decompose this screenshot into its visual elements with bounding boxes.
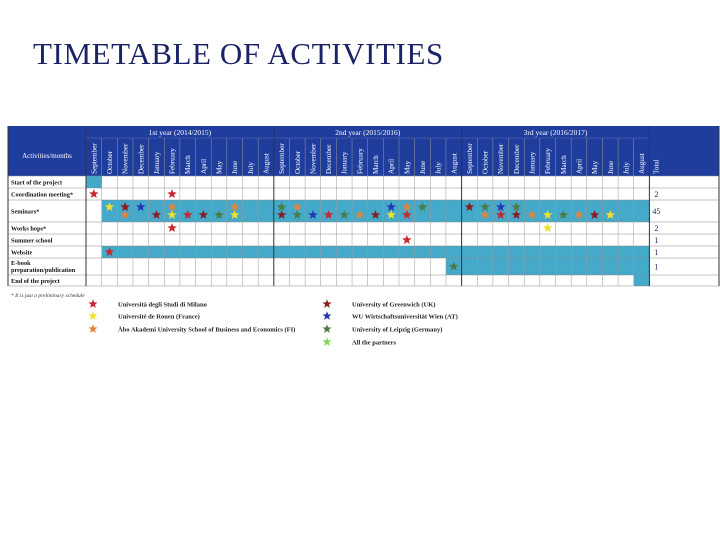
row-fill-cell <box>462 258 478 275</box>
row-fill-cell <box>321 246 337 258</box>
legend-star-icon <box>322 299 331 308</box>
row-fill-cell <box>227 246 243 258</box>
row-fill-cell <box>274 246 290 258</box>
row-total: 2 <box>654 190 659 199</box>
month-label: February <box>168 148 177 174</box>
month-label: September <box>465 143 474 174</box>
legend-label: University of Greenwich (UK) <box>352 301 436 309</box>
month-label: November <box>497 143 506 174</box>
page-title: TIMETABLE OF ACTIVITIES <box>33 36 444 71</box>
total-label: Total <box>652 159 661 174</box>
month-label: August <box>450 153 459 174</box>
row-label: Website <box>11 249 33 257</box>
row-fill-cell <box>180 246 196 258</box>
activities-header-label: Activities/months <box>22 152 72 160</box>
month-label: March <box>184 155 193 174</box>
row-fill-cell <box>587 258 603 275</box>
row-label: preparation/publication <box>11 267 76 274</box>
row-label: Summer school <box>11 237 53 245</box>
month-label: March <box>559 155 568 174</box>
month-label: February <box>544 148 553 174</box>
month-label: June <box>231 160 240 174</box>
row-fill-cell <box>164 246 180 258</box>
row-fill-cell <box>352 246 368 258</box>
month-label: May <box>403 160 412 174</box>
row-total: 1 <box>654 248 659 257</box>
month-label: November <box>121 143 130 174</box>
row-fill-cell <box>618 246 634 258</box>
legend-star-icon <box>88 311 97 320</box>
row-fill-cell <box>462 246 478 258</box>
row-fill-cell <box>618 258 634 275</box>
month-label: October <box>105 150 114 174</box>
legend-star-icon <box>322 311 331 320</box>
row-fill-cell <box>383 246 399 258</box>
row-fill-cell <box>602 246 618 258</box>
row-total: 1 <box>654 236 659 245</box>
row-fill-cell <box>446 246 462 258</box>
row-fill-cell <box>524 246 540 258</box>
month-label: November <box>309 143 318 174</box>
month-label: August <box>638 153 647 174</box>
legend-label: All the partners <box>352 339 397 347</box>
row-fill-cell <box>430 246 446 258</box>
row-fill-cell <box>289 246 305 258</box>
month-label: December <box>325 144 334 174</box>
row-fill-cell <box>133 246 149 258</box>
row-fill-cell <box>618 200 634 222</box>
month-label: May <box>215 160 224 174</box>
row-label: Seminars* <box>11 208 40 216</box>
month-label: May <box>591 160 600 174</box>
year-label: 1st year (2014/2015) <box>148 128 212 137</box>
row-fill-cell <box>634 246 650 258</box>
legend-label: Åbo Akademi University School of Business and Economics (FI) <box>118 326 296 334</box>
month-label: December <box>512 144 521 174</box>
row-fill-cell <box>243 246 259 258</box>
row-total: 45 <box>652 207 661 216</box>
month-label: January <box>340 151 349 174</box>
year-label: 2nd year (2015/2016) <box>335 128 401 137</box>
row-fill-cell <box>571 246 587 258</box>
row-fill-cell <box>602 258 618 275</box>
month-label: October <box>293 150 302 174</box>
year-label: 3rd year (2016/2017) <box>523 128 588 137</box>
footnote: * It is just a preliminary schedule <box>11 293 85 299</box>
month-label: September <box>90 143 99 174</box>
row-label: Works hops* <box>11 225 47 233</box>
legend-label: Università degli Studi di Milano <box>118 301 207 309</box>
row-total: 1 <box>654 262 659 272</box>
month-label: July <box>246 162 255 174</box>
month-label: April <box>387 158 396 174</box>
row-fill-cell <box>446 200 462 222</box>
row-label: End of the project <box>11 278 60 285</box>
month-label: July <box>622 162 631 174</box>
row-fill-cell <box>509 246 525 258</box>
row-fill-cell <box>149 246 165 258</box>
row-fill-cell <box>556 258 572 275</box>
month-label: January <box>152 151 161 174</box>
month-label: June <box>418 160 427 174</box>
month-label: March <box>372 155 381 174</box>
legend-label: WU Wirtschaftsuniversität Wien (AT) <box>352 313 458 321</box>
row-label: E-book <box>11 260 31 267</box>
row-fill-cell <box>196 246 212 258</box>
month-label: October <box>481 150 490 174</box>
row-fill-cell <box>493 258 509 275</box>
legend-star-icon <box>88 299 97 308</box>
row-fill-cell <box>493 246 509 258</box>
row-fill-cell <box>587 246 603 258</box>
month-label: February <box>356 148 365 174</box>
row-fill-cell <box>540 258 556 275</box>
month-label: June <box>606 160 615 174</box>
month-label: September <box>278 143 287 174</box>
row-label: Coordination meeting* <box>11 191 74 199</box>
row-fill-cell <box>258 246 274 258</box>
row-fill-cell <box>305 246 321 258</box>
legend-star-icon <box>322 337 331 346</box>
row-fill-cell <box>509 258 525 275</box>
row-fill-cell <box>211 246 227 258</box>
row-fill-cell <box>477 246 493 258</box>
row-fill-cell <box>258 200 274 222</box>
row-fill-cell <box>634 258 650 275</box>
row-fill-cell <box>634 200 650 222</box>
legend-star-icon <box>88 324 97 333</box>
row-label: Start of the project <box>11 179 63 187</box>
row-fill-cell <box>634 275 650 286</box>
row-fill-cell <box>243 200 259 222</box>
legend-star-icon <box>322 324 331 333</box>
month-label: December <box>137 144 146 174</box>
month-label: April <box>575 158 584 174</box>
row-fill-cell <box>117 246 133 258</box>
legend-label: Université de Rouen (France) <box>118 313 200 321</box>
row-fill-cell <box>430 200 446 222</box>
month-label: July <box>434 162 443 174</box>
row-fill-cell <box>524 258 540 275</box>
month-label: August <box>262 153 271 174</box>
row-fill-cell <box>86 176 102 188</box>
month-label: April <box>199 158 208 174</box>
row-fill-cell <box>415 246 431 258</box>
row-fill-cell <box>399 246 415 258</box>
legend-label: University of Leipzig (Germany) <box>352 326 443 334</box>
row-fill-cell <box>540 246 556 258</box>
row-fill-cell <box>368 246 384 258</box>
row-fill-cell <box>556 246 572 258</box>
row-total: 2 <box>654 224 659 233</box>
row-fill-cell <box>571 258 587 275</box>
month-label: January <box>528 151 537 174</box>
row-fill-cell <box>336 246 352 258</box>
row-fill-cell <box>477 258 493 275</box>
